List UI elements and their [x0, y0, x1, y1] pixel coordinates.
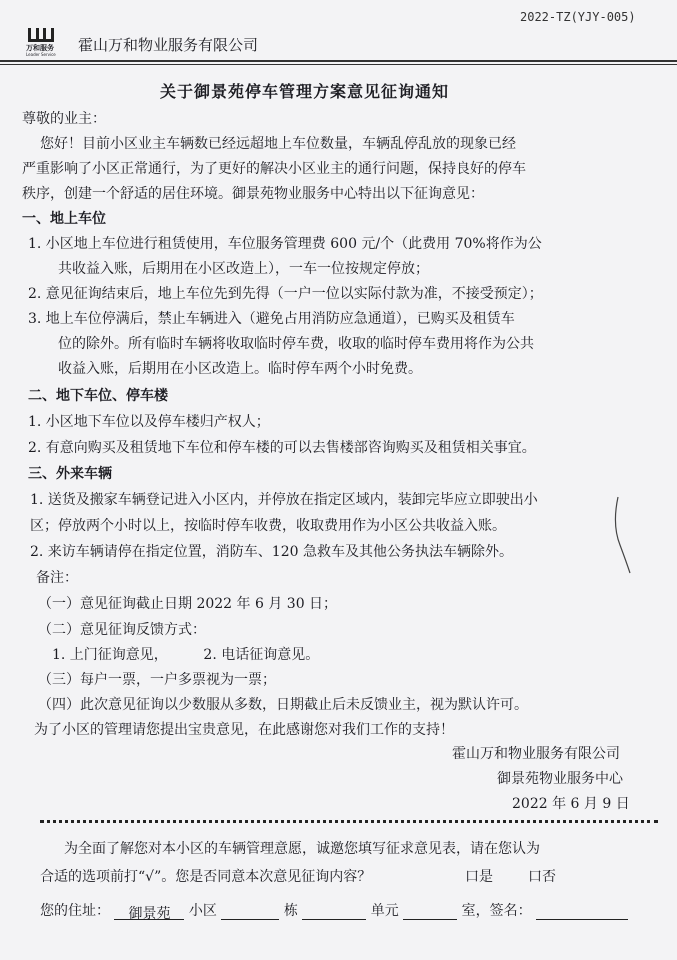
- header-rule-thin: [0, 64, 677, 65]
- feedback-intro: 为全面了解您对本小区的车辆管理意愿，诚邀您填写征求意见表，请在您认为: [64, 841, 540, 857]
- greeting: 尊敬的业主：: [22, 111, 106, 127]
- unit-field[interactable]: [302, 903, 366, 920]
- signature-date: 2022 年 6 月 9 日: [512, 796, 630, 812]
- remark-item: 1. 上门征询意见， 2. 电话征询意见。: [52, 647, 320, 663]
- field-label: 室，签名：: [461, 903, 532, 919]
- remark-item: （四）此次意见征询以少数服从多数，日期截止后未反馈业主，视为默认许可。: [38, 697, 528, 713]
- intro-line: 秩序，创建一个舒适的居住环境。御景苑物业服务中心特出以下征询意见：: [22, 186, 484, 202]
- section-line: 区；停放两个小时以上，按临时停车收费，收取费用作为小区公共收益入账。: [30, 518, 506, 534]
- pen-mark: [612, 495, 632, 575]
- field-label: 小区: [188, 903, 217, 919]
- remark-item: （一）意见征询截止日期 2022 年 6 月 30 日；: [38, 596, 338, 612]
- feedback-question: 合适的选项前打“√”。您是否同意本次意见征询内容？: [40, 869, 372, 885]
- remark-item: （二）意见征询反馈方式：: [38, 622, 206, 638]
- section-line: 1. 小区地上车位进行租赁使用，车位服务管理费 600 元/个（此费用 70%将作为公: [28, 236, 542, 252]
- section-heading: 二、地下车位、停车楼: [28, 388, 168, 404]
- section-line: 共收益入账，后期用在小区改造上），一车一位按规定停放；: [58, 261, 429, 277]
- header-rule-thick: [0, 60, 677, 62]
- company-logo: [22, 28, 66, 58]
- signature-center: 御景苑物业服务中心: [497, 771, 623, 787]
- signature-field[interactable]: [536, 903, 628, 920]
- intro-line: 严重影响了小区正常通行，为了更好的解决小区业主的通行问题，保持良好的停车: [22, 161, 526, 177]
- document-code: 2022-TZ(YJY-005): [520, 10, 636, 24]
- closing-line: 为了小区的管理请您提出宝贵意见，在此感谢您对我们工作的支持！: [34, 722, 454, 738]
- community-field[interactable]: [114, 903, 184, 920]
- building-field[interactable]: [221, 903, 279, 920]
- section-heading: 一、地上车位: [22, 211, 106, 227]
- section-line: 1. 小区地下车位以及停车楼归产权人；: [28, 414, 270, 430]
- address-label: 您的住址：: [40, 903, 110, 919]
- address-row: [40, 900, 628, 920]
- option-yes-checkbox[interactable]: 口是: [465, 869, 493, 885]
- section-line: 2. 有意向购买及租赁地下车位和停车楼的可以去售楼部咨询购买及租赁相关事宜。: [28, 440, 536, 456]
- section-line: 收益入账，后期用在小区改造上。临时停车两个小时免费。: [58, 361, 422, 377]
- section-line: 3. 地上车位停满后，禁止车辆进入（避免占用消防应急通道），已购买及租赁车: [28, 311, 515, 327]
- remarks-heading: 备注：: [36, 570, 78, 586]
- room-field[interactable]: [403, 903, 457, 920]
- tear-line: [40, 820, 658, 823]
- section-line: 1. 送货及搬家车辆登记进入小区内，并停放在指定区域内，装卸完毕应立即驶出小: [30, 492, 538, 508]
- signature-company: 霍山万和物业服务有限公司: [452, 746, 620, 762]
- field-label: 单元: [370, 903, 399, 919]
- field-label: 栋: [283, 903, 298, 919]
- option-no-checkbox[interactable]: 口否: [528, 869, 556, 885]
- company-name-header: 霍山万和物业服务有限公司: [78, 36, 259, 54]
- logo-text-en: Leader Service: [26, 52, 56, 57]
- logo-mark-icon: [28, 28, 54, 42]
- remark-item: （三）每户一票，一户多票视为一票；: [38, 672, 276, 688]
- community-value: 御景苑: [128, 906, 171, 922]
- section-line: 2. 意见征询结束后，地上车位先到先得（一户一位以实际付款为准，不接受预定）；: [28, 286, 543, 302]
- section-line: 位的除外。所有临时车辆将收取临时停车费，收取的临时停车费用将作为公共: [58, 336, 534, 352]
- section-heading: 三、外来车辆: [28, 466, 112, 482]
- logo-text-cn: 万和服务: [26, 44, 54, 52]
- intro-line: 您好！目前小区业主车辆数已经远超地上车位数量，车辆乱停乱放的现象已经: [40, 136, 516, 152]
- notice-title: 关于御景苑停车管理方案意见征询通知: [160, 82, 450, 101]
- section-line: 2. 来访车辆请停在指定位置，消防车、120 急救车及其他公务执法车辆除外。: [30, 544, 513, 560]
